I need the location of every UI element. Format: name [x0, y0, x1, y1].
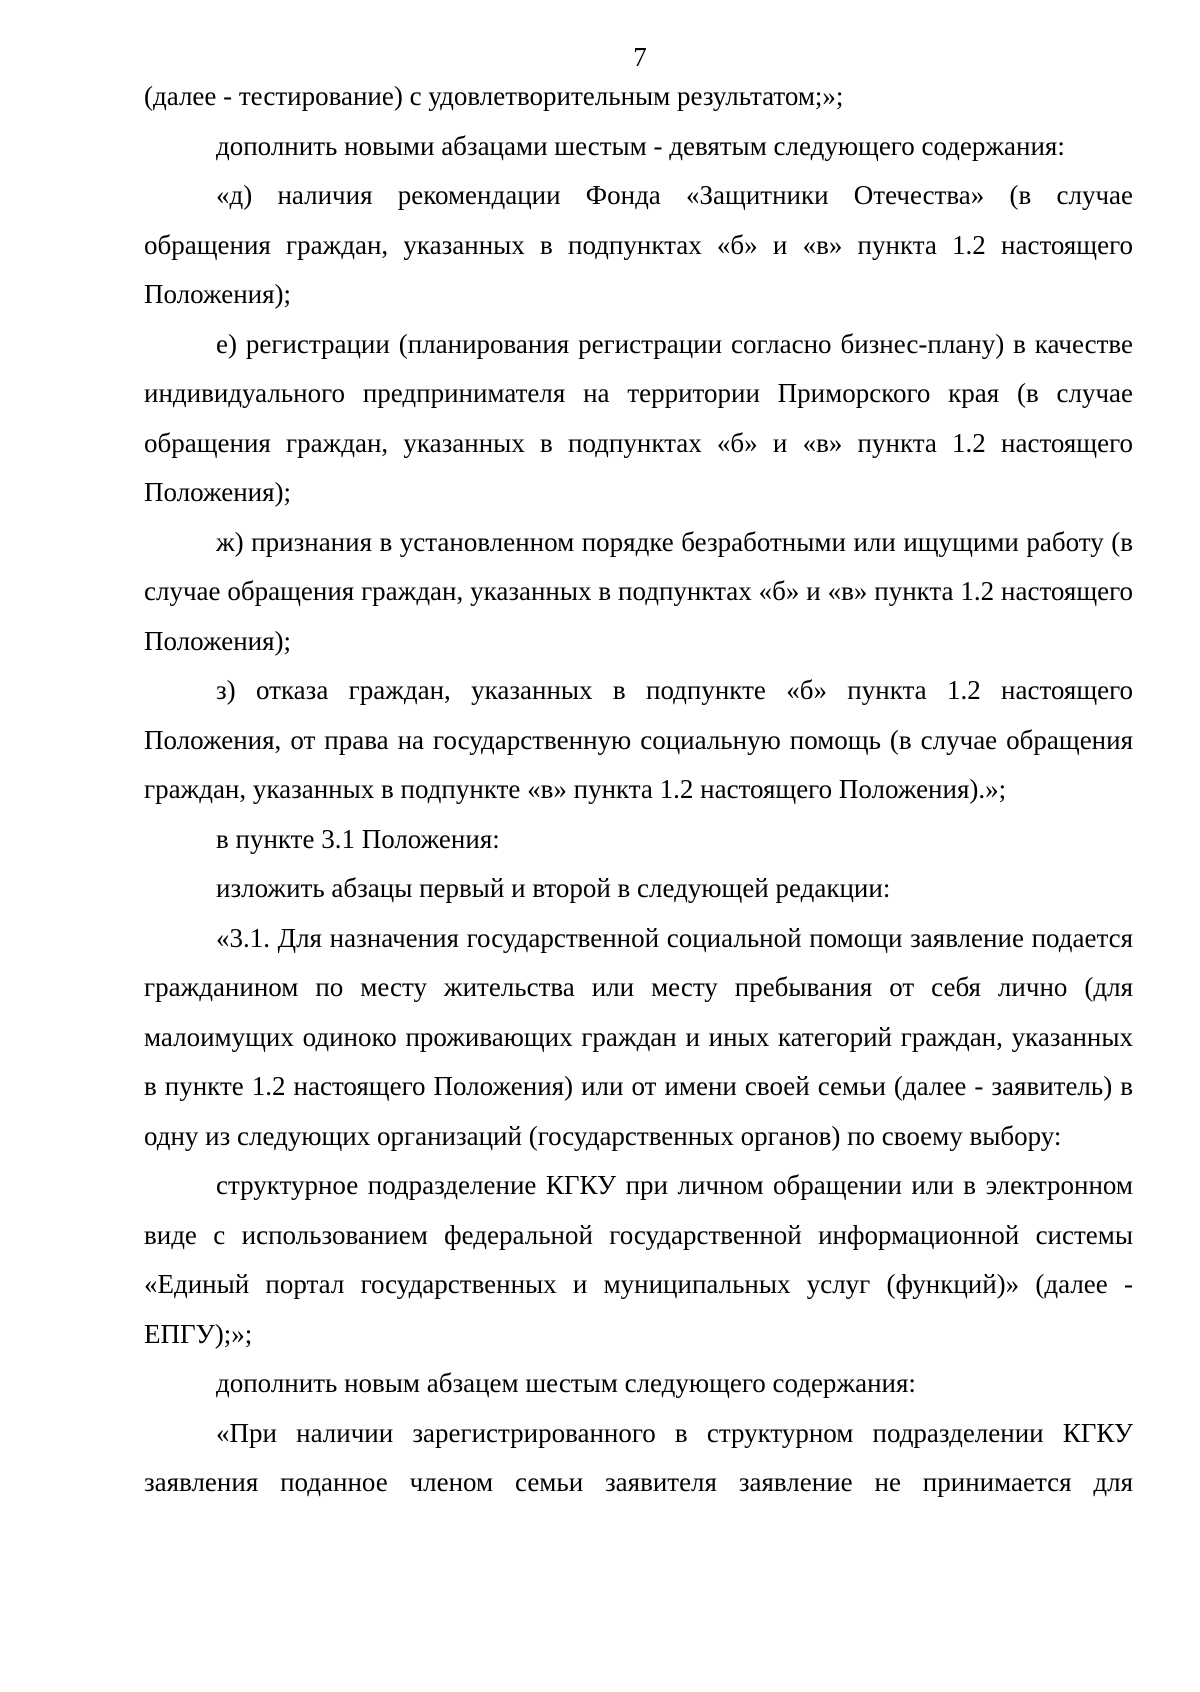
paragraph-3-1-text: «3.1. Для назначения государственной социальной помощи заявление подается гражданином по месту жительства или месту пребывания от себя лично (для малоимущих одиноко проживающих граждан и иных категорий граждан, указанных в пункте 1.2 настоящего Положения) или от имени своей семьи (далее - заявитель) в одну из следующих организаций (государственных органов) по своему выбору: — [144, 922, 1133, 1151]
paragraph-item-e: е) регистрации (планирования регистрации согласно бизнес-плану) в качестве индивидуального предпринимателя на территории Приморского края (в случае обращения граждан, указанных в подпунктах «б» и «в» пункта 1.2 настоящего Положения); — [144, 328, 1133, 507]
paragraph-amend-intro: дополнить новыми абзацами шестым - девятым следующего содержания: — [216, 130, 1065, 161]
paragraph-item-z: з) отказа граждан, указанных в подпункте «б» пункта 1.2 настоящего Положения, от права на государственную социальную помощь (в случае обращения граждан, указанных в подпункте «в» пункта 1.2 настоящего Положения).»; — [144, 675, 1133, 804]
paragraph-add-sixth: дополнить новым абзацем шестым следующего содержания: — [216, 1368, 916, 1398]
paragraph-continuation: (далее - тестирование) с удовлетворительным результатом;»; — [144, 81, 844, 111]
paragraph-structural-unit: структурное подразделение КГКУ при личном обращении или в электронном виде с использованием федеральной государственной информационной системы «Единый портал государственных и муниципальных услуг (функций)» (далее - ЕПГУ);»; — [144, 1170, 1133, 1349]
paragraph-item-zh: ж) признания в установленном порядке безработными или ищущими работу (в случае обращения граждан, указанных в подпунктах «б» и «в» пункта 1.2 настоящего Положения); — [144, 526, 1133, 656]
page-number: 7 — [633, 42, 647, 72]
paragraph-restate-intro: изложить абзацы первый и второй в следующей редакции: — [216, 873, 891, 903]
document-body — [144, 72, 1133, 1508]
paragraph-item-d: «д) наличия рекомендации Фонда «Защитники Отечества» (в случае обращения граждан, указанных в подпунктах «б» и «в» пункта 1.2 настоящего Положения); — [144, 180, 1133, 309]
paragraph-section-3-1: в пункте 3.1 Положения: — [216, 823, 500, 854]
paragraph-registered-application: «При наличии зарегистрированного в структурном подразделении КГКУ заявления поданное членом семьи заявителя заявление не принимается для — [144, 1417, 1133, 1497]
